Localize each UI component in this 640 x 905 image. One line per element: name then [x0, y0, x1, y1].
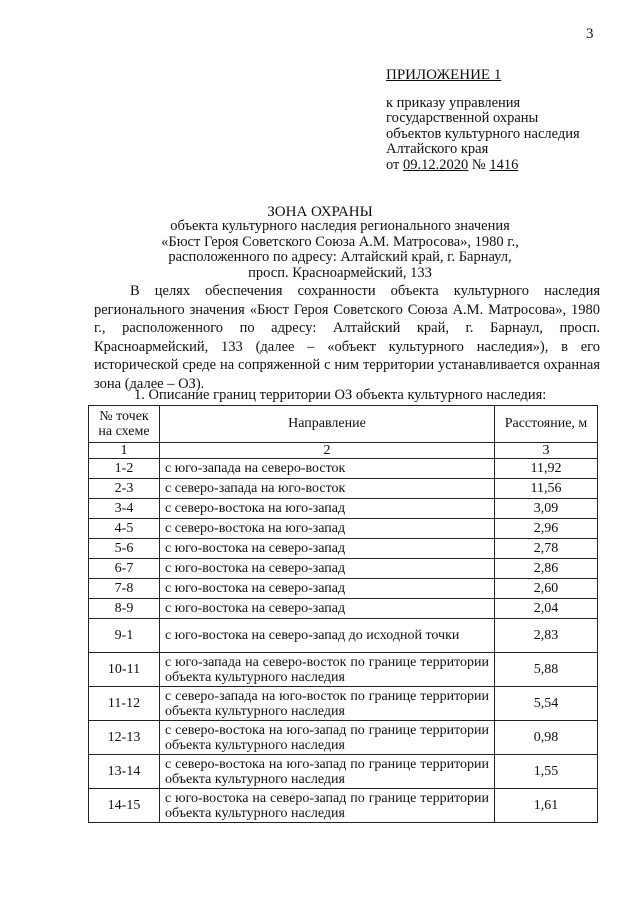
row-distance: 1,61 [495, 789, 598, 823]
row-distance: 3,09 [495, 499, 598, 519]
row-distance: 2,96 [495, 519, 598, 539]
row-distance: 2,60 [495, 579, 598, 599]
column-number: 2 [160, 443, 495, 459]
row-distance: 5,88 [495, 653, 598, 687]
row-distance: 11,92 [495, 459, 598, 479]
row-direction: с юго-запада на северо-восток [160, 459, 495, 479]
table-row [89, 755, 598, 789]
row-distance: 0,98 [495, 721, 598, 755]
header-points-line2: на схеме [98, 424, 150, 439]
table-row [89, 653, 598, 687]
row-distance: 2,04 [495, 599, 598, 619]
zone-subtitle-line: просп. Красноармейский, 133 [248, 264, 432, 281]
row-points: 8-9 [89, 599, 160, 619]
table-row [89, 599, 598, 619]
header-points-line1: № точек [99, 409, 149, 424]
page-number: 3 [586, 26, 594, 42]
row-direction: с юго-востока на северо-запад до исходной точки [160, 619, 495, 653]
row-direction: с северо-востока на юго-запад по границе территории объекта культурного наследия [160, 755, 495, 789]
row-points: 11-12 [89, 687, 160, 721]
appendix-title: ПРИЛОЖЕНИЕ 1 [386, 67, 502, 83]
table-row [89, 499, 598, 519]
row-distance: 5,54 [495, 687, 598, 721]
row-direction: с юго-востока на северо-запад по границе территории объекта культурного наследия [160, 789, 495, 823]
number-prefix: № [468, 156, 490, 173]
table-row [89, 479, 598, 499]
row-points: 9-1 [89, 619, 160, 653]
zone-subtitle-line: «Бюст Героя Советского Союза А.М. Матросова», 1980 г., [161, 233, 519, 250]
zone-subtitle [120, 219, 560, 281]
row-points: 14-15 [89, 789, 160, 823]
row-points: 2-3 [89, 479, 160, 499]
row-points: 13-14 [89, 755, 160, 789]
row-points: 7-8 [89, 579, 160, 599]
table-row [89, 459, 598, 479]
section-heading: 1. Описание границ территории ОЗ объекта культурного наследия: [134, 387, 547, 403]
row-points: 5-6 [89, 539, 160, 559]
row-direction: с северо-востока на юго-запад [160, 499, 495, 519]
row-distance: 2,78 [495, 539, 598, 559]
row-distance: 2,83 [495, 619, 598, 653]
row-direction: с юго-востока на северо-запад [160, 599, 495, 619]
table-row [89, 559, 598, 579]
row-points: 6-7 [89, 559, 160, 579]
appendix-line: к приказу управления [386, 94, 521, 111]
zone-subtitle-line: объекта культурного наследия регионального значения [170, 218, 510, 234]
appendix-line: государственной охраны [386, 110, 539, 126]
table-row [89, 619, 598, 653]
row-direction: с северо-запада на юго-восток [160, 479, 495, 499]
column-number-row [89, 443, 598, 459]
boundaries-table [88, 405, 598, 823]
table-row [89, 721, 598, 755]
header-direction: Направление [160, 406, 495, 443]
order-date: 09.12.2020 [403, 156, 469, 173]
row-points: 4-5 [89, 519, 160, 539]
table-body [89, 459, 598, 823]
row-direction: с юго-востока на северо-запад [160, 579, 495, 599]
date-prefix: от [386, 156, 404, 173]
table-row [89, 519, 598, 539]
row-direction: с северо-востока на юго-запад [160, 519, 495, 539]
table-row [89, 579, 598, 599]
table-header-row [89, 406, 598, 443]
appendix-date-line [386, 158, 626, 174]
appendix-line: объектов культурного наследия [386, 125, 580, 142]
row-direction: с северо-запада на юго-восток по границе территории объекта культурного наследия [160, 687, 495, 721]
header-distance: Расстояние, м [495, 406, 598, 443]
appendix-line: Алтайского края [386, 141, 489, 157]
table-row [89, 789, 598, 823]
row-distance: 11,56 [495, 479, 598, 499]
row-points: 3-4 [89, 499, 160, 519]
intro-paragraph: В целях обеспечения сохранности объекта культурного наследия регионального значения «Бюст Героя Советского Союза А.М. Матросова», 1980 г., расположенного по адресу: Алтайский край, г. Барнаул, просп. Красноармейский, 133 (далее – «объект культурного наследия»), в его исторической среде на сопряженной с ним территории устанавливается охранная зона (далее – ОЗ). [94, 283, 600, 392]
zone-subtitle-line: расположенного по адресу: Алтайский край, г. Барнаул, [168, 249, 512, 265]
row-direction: с юго-запада на северо-восток по границе территории объекта культурного наследия [160, 653, 495, 687]
row-distance: 1,55 [495, 755, 598, 789]
appendix-block [386, 68, 626, 173]
row-points: 1-2 [89, 459, 160, 479]
row-points: 10-11 [89, 653, 160, 687]
row-points: 12-13 [89, 721, 160, 755]
table-row [89, 539, 598, 559]
row-direction: с северо-востока на юго-запад по границе территории объекта культурного наследия [160, 721, 495, 755]
row-direction: с юго-востока на северо-запад [160, 539, 495, 559]
zone-title: ЗОНА ОХРАНЫ [267, 204, 373, 220]
row-distance: 2,86 [495, 559, 598, 579]
row-direction: с юго-востока на северо-запад [160, 559, 495, 579]
column-number: 1 [89, 443, 160, 459]
table-row [89, 687, 598, 721]
header-points [89, 406, 160, 443]
order-number: 1416 [489, 156, 519, 173]
column-number: 3 [495, 443, 598, 459]
